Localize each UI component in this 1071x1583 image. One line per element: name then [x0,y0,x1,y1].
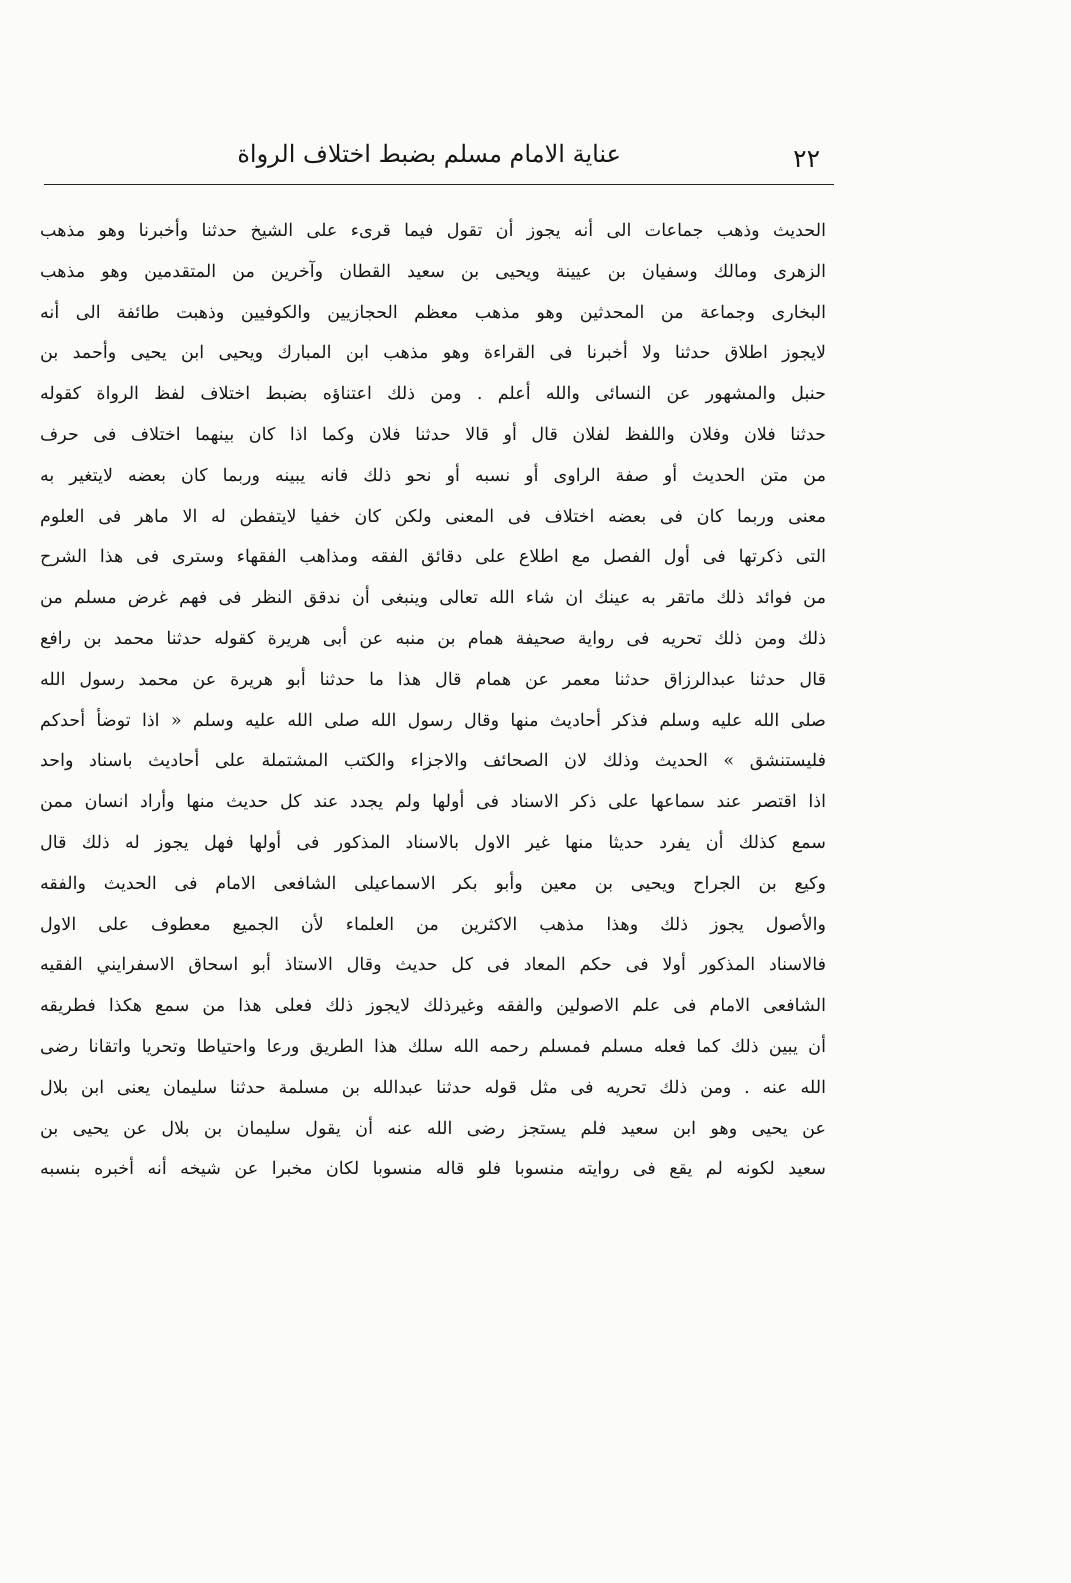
text-line: وكيع بن الجراح ويحيى بن معين وأبو بكر الاسماعيلى الشافعى الامام فى الحديث والفقه [40,873,826,894]
text-line: فليستنشق » الحديث وذلك لان الصحائف والاجزاء والكتب المشتملة على أحاديث باسناد واحد [40,751,826,772]
text-line: اذا اقتصر عند سماعها على ذكر الاسناد فى أولها ولم يجدد عند كل حديث منها وأراد انسان ممن [40,792,826,813]
running-title: عناية الامام مسلم بضبط اختلاف الرواة [237,140,621,168]
text-line: والأصول يجوز ذلك وهذا مذهب الاكثرين من العلماء لأن الجميع معطوف على الاول [40,914,826,935]
text-line: الزهرى ومالك وسفيان بن عيينة ويحيى بن سعيد القطان وآخرين من المتقدمين وهو مذهب [40,261,826,282]
text-line: البخارى وجماعة من المحدثين وهو مذهب معظم الحجازيين والكوفيين وذهبت طائفة الى أنه [40,302,826,323]
text-line: سعيد لكونه لم يقع فى روايته منسوبا فلو قاله منسوبا لكان مخبرا عن شيخه أنه أخبره بنسبه [40,1159,826,1180]
text-line: حدثنا فلان وفلان واللفظ لفلان قال أو قالا حدثنا فلان وكما اذا كان بينهما اختلاف فى حرف [40,424,826,445]
text-line: صلى الله عليه وسلم فذكر أحاديث منها وقال رسول الله صلى الله عليه وسلم « اذا توضأ أحدكم [40,710,826,731]
text-line: لايجوز اطلاق حدثنا ولا أخبرنا فى القراءة وهو مذهب ابن المبارك ويحيى ابن يحيى وأحمد بن [40,343,826,364]
text-line: أن يبين ذلك كما فعله مسلم فمسلم رحمه الله سلك هذا الطريق ورعا واحتياطا وتحريا واتقانا رضى [40,1036,826,1057]
text-line: الحديث وذهب جماعات الى أنه يجوز أن تقول فيما قرىء على الشيخ حدثنا وأخبرنا وهو مذهب [40,221,826,241]
text-line: عن يحيى وهو ابن سعيد فلم يستجز رضى الله عنه أن يقول سليمان بن بلال عن يحيى بن [40,1118,826,1139]
text-line: الله عنه . ومن ذلك تحريه فى مثل قوله حدثنا عبدالله بن مسلمة حدثنا سليمان يعنى ابن بلال [40,1077,826,1098]
text-line: الشافعى الامام فى علم الاصولين والفقه وغيرذلك لايجوز ذلك فعلى هذا من سمع هكذا فطريقه [40,996,826,1017]
body-text [40,211,826,1190]
text-line: فالاسناد المذكور أولا فى حكم المعاد فى كل حديث وقال الاستاذ أبو اسحاق الاسفرايني الفقيه [40,955,826,976]
text-line: ذلك ومن ذلك تحريه فى رواية صحيفة همام بن منبه عن أبى هريرة كقوله حدثنا محمد بن رافع [40,628,826,649]
text-line: معنى وربما كان فى بعضه اختلاف فى المعنى ولكن كان خفيا لايتفطن له الا ماهر فى العلوم [40,506,826,527]
text-line: قال حدثنا عبدالرزاق حدثنا معمر عن همام قال هذا ما حدثنا أبو هريرة عن محمد رسول الله [40,669,826,690]
page-number: ٢٢ [793,144,820,173]
header-rule [44,184,834,185]
text-line: التى ذكرتها فى أول الفصل مع اطلاع على دقائق الفقه ومذاهب الفقهاء وسترى فى هذا الشرح [40,547,826,568]
text-line: حنبل والمشهور عن النسائى والله أعلم . ومن ذلك اعتناؤه بضبط اختلاف لفظ الرواة كقوله [40,384,826,405]
text-line: سمع كذلك أن يفرد حديثا منها غير الاول بالاسناد المذكور فى أولها فهل يجوز له ذلك قال [40,832,826,853]
text-line: من متن الحديث أو صفة الراوى أو نسبه أو نحو ذلك فانه يبينه وربما كان بعضه لايتغير به [40,465,826,486]
page-header [46,138,836,180]
text-line: من فوائد ذلك ماتقر به عينك ان شاء الله تعالى وينبغى أن ندقق النظر فى فهم غرض مسلم من [40,588,826,609]
